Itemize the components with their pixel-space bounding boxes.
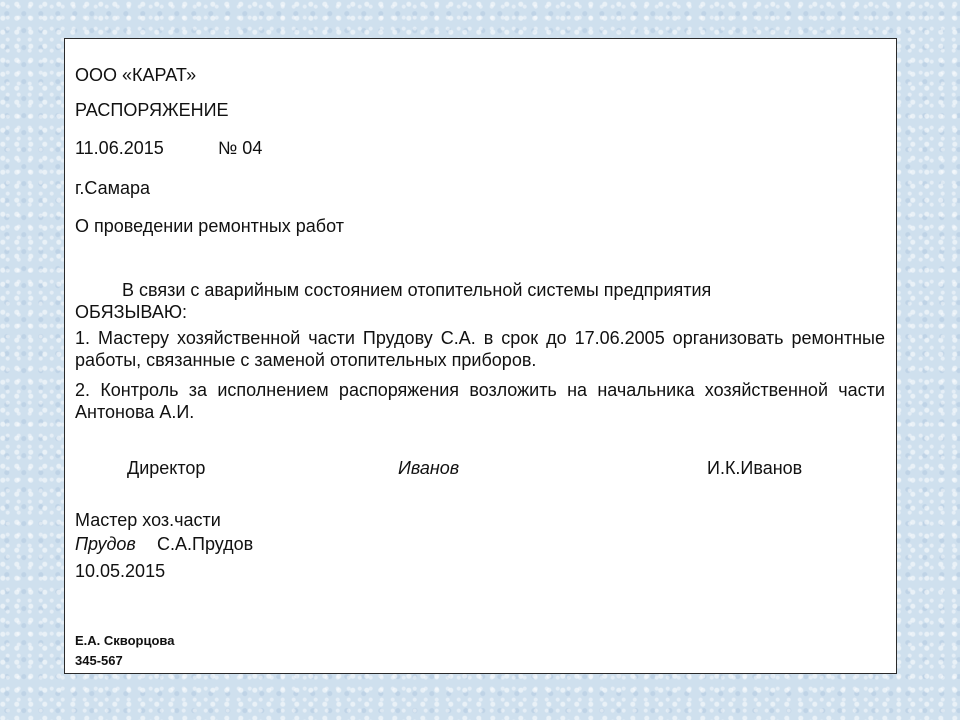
document-place: г.Самара: [75, 178, 150, 198]
ack-name: С.А.Прудов: [157, 534, 254, 554]
document-number: № 04: [218, 138, 263, 158]
body-intro: В связи с аварийным состоянием отопительной системы предприятия: [122, 280, 712, 300]
body-item-1: 1. Мастеру хозяйственной части Прудову С.А. в срок до 17.06.2005 организовать ремонтные работы, связанные с заменой отопительных приборов.: [75, 328, 885, 370]
ack-position: Мастер хоз.части: [75, 510, 221, 530]
executor-phone: 345-567: [75, 653, 123, 668]
body-item-2: 2. Контроль за исполнением распоряжения возложить на начальника хозяйственной части Антонова А.И.: [75, 380, 885, 422]
ack-signature: Прудов: [75, 534, 136, 554]
document-page: [64, 38, 897, 674]
signer-name: И.К.Иванов: [707, 458, 803, 478]
document-type: РАСПОРЯЖЕНИЕ: [75, 100, 229, 120]
body-directive: ОБЯЗЫВАЮ:: [75, 302, 188, 322]
signer-position: Директор: [127, 458, 206, 478]
document-subject: О проведении ремонтных работ: [75, 216, 344, 236]
ack-date: 10.05.2015: [75, 561, 166, 581]
organization-name: ООО «КАРАТ»: [75, 65, 197, 85]
executor-name: Е.А. Скворцова: [75, 633, 175, 648]
signer-signature: Иванов: [398, 458, 460, 478]
document-date: 11.06.2015: [75, 138, 164, 158]
